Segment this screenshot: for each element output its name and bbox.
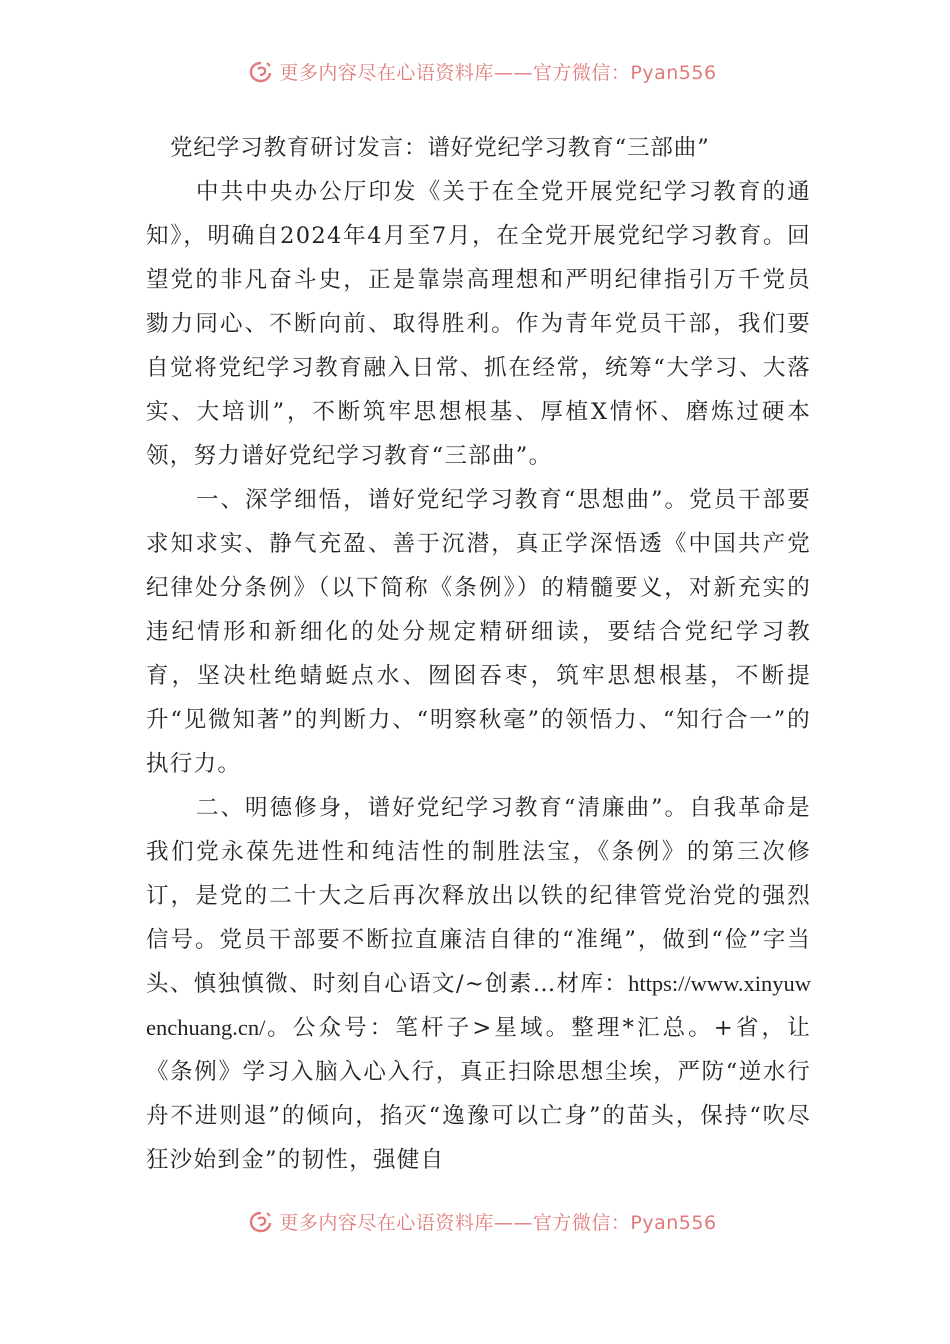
document-title: 党纪学习教育研讨发言：谱好党纪学习教育“三部曲” — [170, 135, 710, 161]
watermark-logo-icon — [249, 60, 273, 84]
paragraph-section-two-text: 二、明德修身，谱好党纪学习教育“清廉曲”。自我革命是我们党永葆先进性和纯洁性的制胜法宝，《条例》的第三次修订，是党的二十大之后再次释放出以铁的纪律管党治党的强烈信号。党员干部要不断拉直廉洁自律的“准绳”，做到“俭”字当头、慎独慎微、时刻自心语文/~创素…材库： — [146, 795, 811, 997]
watermark-text: 更多内容尽在心语资料库——官方微信：Pyan556 — [279, 62, 717, 84]
paragraph-section-two — [146, 786, 811, 1182]
website-url: https://www.xinyuwenchuang.cn/ — [146, 971, 811, 1040]
paragraph-section-one: 一、深学细悟，谱好党纪学习教育“思想曲”。党员干部要求知求实、静气充盈、善于沉潜，真正学深悟透《中国共产党纪律处分条例》（以下简称《条例》）的精髓要义，对新充实的违纪情形和新细化的处分规定精研细读，要结合党纪学习教育，坚决杜绝蜻蜓点水、囫囵吞枣，筑牢思想根基，不断提升“见微知著”的判断力、“明察秋毫”的领悟力、“知行合一”的执行力。 — [146, 487, 811, 777]
watermark-header — [0, 54, 950, 88]
watermark-logo-icon — [249, 1210, 273, 1234]
watermark-footer — [0, 1204, 950, 1238]
watermark-text: 更多内容尽在心语资料库——官方微信：Pyan556 — [279, 1212, 717, 1234]
paragraph-intro: 中共中央办公厅印发《关于在全党开展党纪学习教育的通知》，明确自2024年4月至7月，在全党开展党纪学习教育。回望党的非凡奋斗史，正是靠崇高理想和严明纪律指引万千党员勠力同心、不断向前、取得胜利。作为青年党员干部，我们要自觉将党纪学习教育融入日常、抓在经常，统筹“大学习、大落实、大培训”，不断筑牢思想根基、厚植X情怀、磨炼过硬本领，努力谱好党纪学习教育“三部曲”。 — [146, 179, 811, 469]
paragraph-section-two-continued: 。公众号：笔杆子>星域。整理*汇总。+省，让《条例》学习入脑入心入行，真正扫除思想尘埃，严防“逆水行舟不进则退”的倾向，掐灭“逸豫可以亡身”的苗头，保持“吹尽狂沙始到金”的韧性，强健自 — [146, 1015, 811, 1173]
document-body — [146, 128, 811, 1182]
